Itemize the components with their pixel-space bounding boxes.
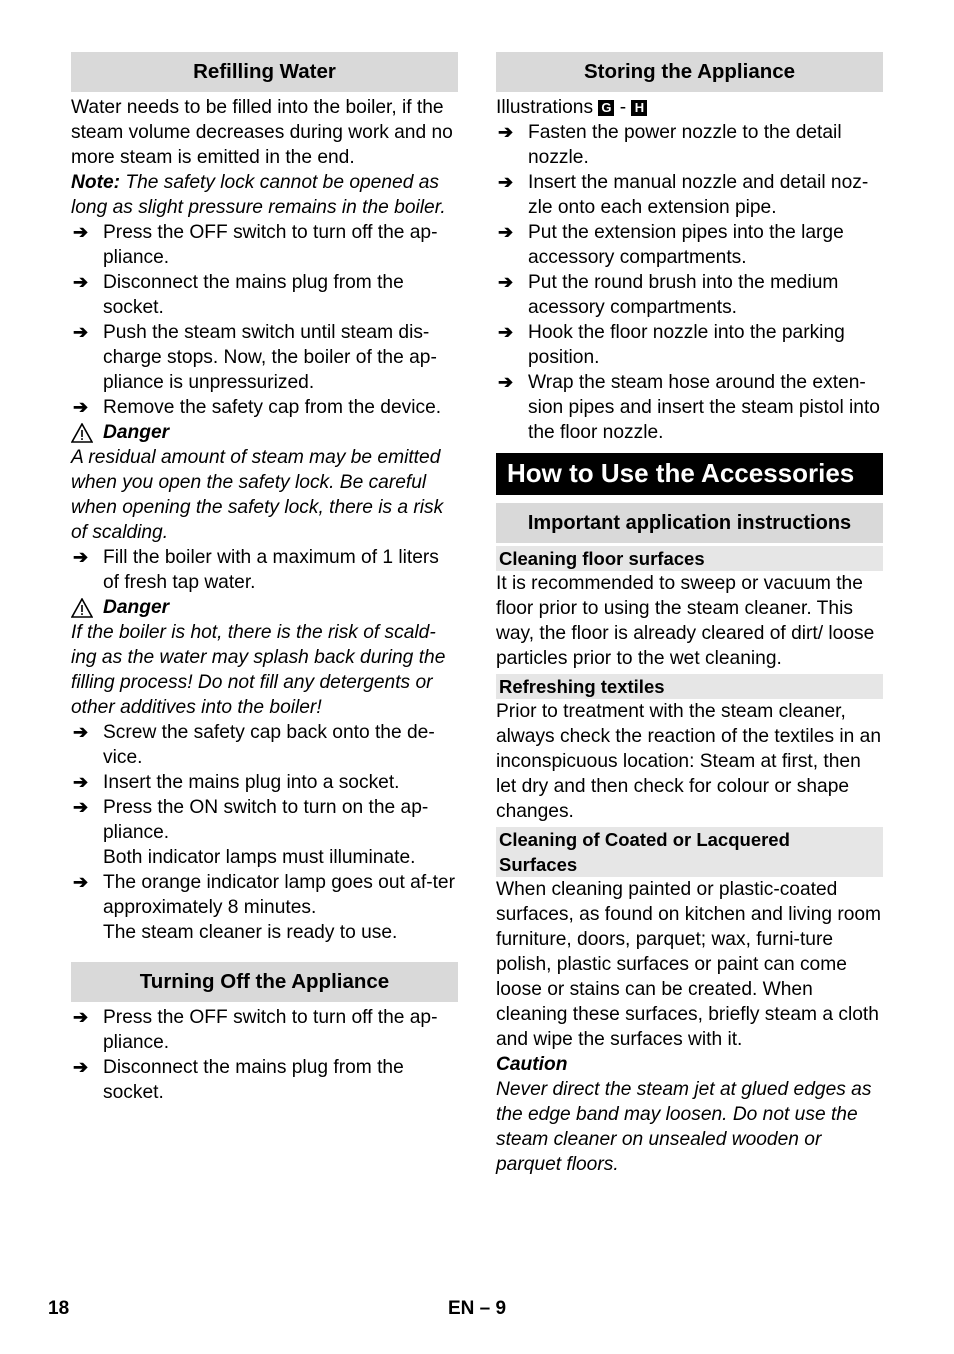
step-item: ➔ Disconnect the mains plug from the socket. — [73, 272, 404, 318]
chapter-heading-accessories: How to Use the Accessories — [496, 453, 883, 495]
danger-heading: Danger — [71, 420, 458, 445]
step-followup: The steam cleaner is ready to use. — [103, 922, 398, 943]
subheading-coated: Cleaning of Coated or Lacquered Surfaces — [496, 827, 883, 877]
step-item: ➔ The orange indicator lamp goes out af-ter approximately 8 minutes. — [73, 872, 455, 918]
step-item: ➔ Insert the mains plug into a socket. — [73, 772, 400, 793]
danger-heading: Danger — [71, 595, 458, 620]
section-heading-turning-off: Turning Off the Appliance — [71, 962, 458, 1002]
step-item: ➔ Push the steam switch until steam dis-charge stops. Now, the boiler of the ap-pliance is unpressurized. — [73, 322, 437, 393]
right-arrow-icon: ➔ — [73, 797, 89, 817]
note-label: Note: — [71, 172, 121, 193]
section-heading-application-instructions: Important application instructions — [496, 503, 883, 543]
page-number: 18 — [48, 1298, 70, 1319]
refilling-intro: Water needs to be filled into the boiler, if the steam volume decreases during work and no more steam is emitted in the end. — [71, 97, 453, 168]
right-arrow-icon: ➔ — [73, 872, 89, 892]
section-heading-storing: Storing the Appliance — [496, 52, 883, 92]
right-arrow-icon: ➔ — [498, 272, 514, 292]
right-arrow-icon: ➔ — [73, 222, 89, 242]
right-arrow-icon: ➔ — [73, 272, 89, 292]
right-arrow-icon: ➔ — [73, 722, 89, 742]
right-column — [496, 52, 883, 1177]
illustrations-reference: Illustrations G - H — [496, 95, 883, 120]
right-arrow-icon: ➔ — [498, 122, 514, 142]
note-text: The safety lock cannot be opened as long as slight pressure remains in the boiler. — [71, 172, 446, 218]
step-item: ➔ Press the ON switch to turn on the ap-pliance. — [73, 797, 429, 843]
illustration-label: G — [598, 100, 614, 116]
warning-triangle-icon — [71, 423, 93, 443]
right-arrow-icon: ➔ — [498, 372, 514, 392]
right-arrow-icon: ➔ — [498, 322, 514, 342]
textiles-text: Prior to treatment with the steam cleaner, always check the reaction of the textiles in an inconspicuous location: Steam at first, then let dry and then check for colour or shape changes. — [496, 701, 882, 822]
step-item: ➔ Press the OFF switch to turn off the ap-pliance. — [73, 222, 438, 268]
step-item: ➔ Put the extension pipes into the large accessory compartments. — [498, 222, 844, 268]
step-followup: Both indicator lamps must illuminate. — [103, 847, 416, 868]
subheading-textiles: Refreshing textiles — [496, 674, 883, 699]
right-arrow-icon: ➔ — [498, 172, 514, 192]
floor-text: It is recommended to sweep or vacuum the floor prior to using the steam cleaner. This way, the floor is already cleared of dirt/ loose particles prior to the wet cleaning. — [496, 573, 875, 669]
step-item: ➔ Press the OFF switch to turn off the ap-pliance. — [73, 1007, 438, 1053]
step-item: ➔ Hook the floor nozzle into the parking position. — [498, 322, 845, 368]
section-page-label: EN – 9 — [448, 1298, 507, 1319]
step-item: ➔ Screw the safety cap back onto the de-vice. — [73, 722, 435, 768]
caution-text: Never direct the steam jet at glued edges as the edge band may loosen. Do not use the steam cleaner on unsealed wooden or parquet floors. — [496, 1079, 872, 1175]
danger-text: If the boiler is hot, there is the risk of scald-ing as the water may splash back during the filling process! Do not fill any detergents or other additives into the boiler! — [71, 622, 446, 718]
right-arrow-icon: ➔ — [73, 772, 89, 792]
right-arrow-icon: ➔ — [73, 397, 89, 417]
illustration-label: H — [631, 100, 647, 116]
right-arrow-icon: ➔ — [73, 1057, 89, 1077]
coated-text: When cleaning painted or plastic-coated surfaces, as found on kitchen and living room furniture, doors, parquet; wax, furni-ture polish, plastic surfaces or paint can come loose or stains can be created. When cleaning these surfaces, briefly steam a cloth and wipe the surfaces with it. — [496, 879, 882, 1050]
right-arrow-icon: ➔ — [498, 222, 514, 242]
danger-text: A residual amount of steam may be emitted when you open the safety lock. Be careful when opening the safety lock, there is a risk of scalding. — [71, 447, 444, 543]
step-item: ➔ Fasten the power nozzle to the detail nozzle. — [498, 122, 842, 168]
subheading-floor: Cleaning floor surfaces — [496, 546, 883, 571]
step-item: ➔ Remove the safety cap from the device. — [73, 397, 442, 418]
warning-triangle-icon — [71, 598, 93, 618]
caution-heading: Caution — [496, 1054, 568, 1075]
step-item: ➔ Disconnect the mains plug from the socket. — [73, 1057, 404, 1103]
left-column — [71, 52, 458, 1105]
right-arrow-icon: ➔ — [73, 547, 89, 567]
step-item: ➔ Fill the boiler with a maximum of 1 liters of fresh tap water. — [73, 547, 439, 593]
section-heading-refilling-water: Refilling Water — [71, 52, 458, 92]
right-arrow-icon: ➔ — [73, 1007, 89, 1027]
step-item: ➔ Insert the manual nozzle and detail noz-zle onto each extension pipe. — [498, 172, 869, 218]
right-arrow-icon: ➔ — [73, 322, 89, 342]
step-item: ➔ Wrap the steam hose around the exten-sion pipes and insert the steam pistol into the floor nozzle. — [498, 372, 880, 443]
refilling-note — [71, 170, 458, 220]
step-item: ➔ Put the round brush into the medium acessory compartments. — [498, 272, 839, 318]
